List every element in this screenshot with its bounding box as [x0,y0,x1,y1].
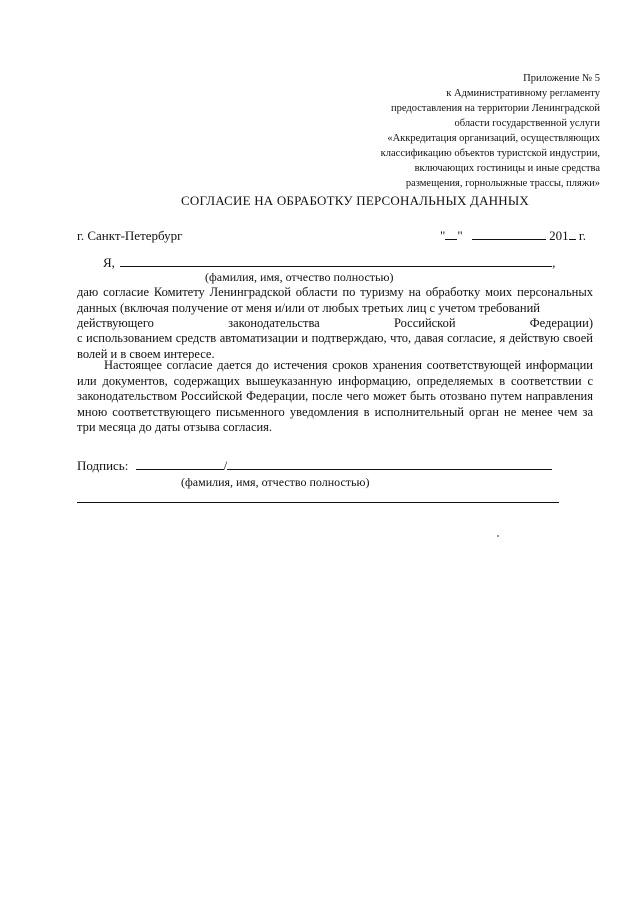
appendix-line: к Административному регламенту [446,88,600,99]
name-row [103,255,555,271]
fio-caption: (фамилия, имя, отчество полностью) [205,270,394,284]
signature-row [77,458,552,474]
scan-speck [497,535,499,537]
signature-name-blank[interactable] [227,458,552,470]
full-name-blank[interactable] [120,255,552,267]
appendix-line: области государственной услуги [454,118,600,129]
date-field [440,228,586,244]
paragraph-1-spread-line [77,316,593,331]
ya-label: Я, [103,255,115,270]
spread-word: Федерации) [529,316,593,330]
appendix-line: классификацию объектов туристской индустрии, [380,148,600,159]
year-blank[interactable] [569,228,576,240]
place-label: г. Санкт-Петербург [77,228,183,243]
date-quote-close: " [457,228,463,243]
appendix-line: предоставления на территории Ленинградской [390,103,600,114]
appendix-header [300,71,600,191]
appendix-line: «Аккредитация организаций, осуществляющих [387,133,600,144]
month-blank[interactable] [472,228,546,240]
year-suffix: г. [575,228,586,243]
appendix-line: Приложение № 5 [523,73,600,84]
signature-caption: (фамилия, имя, отчество полностью) [181,475,370,489]
appendix-line: размещения, горнолыжные трассы, пляжи» [405,178,600,189]
ya-comma: , [552,255,556,270]
paragraph-2: Настоящее согласие дается до истечения сроков хранения соответствующей информации или документов, содержащих вышеуказанную информацию, определяемых в соответствии с законодательством Российской Федерации, после чего может быть отозвано путем направления мною соответствующего письменного уведомления в исполнительный орган не менее чем за три месяца до даты отзыва согласия. [77,358,593,434]
signature-label: Подпись: [77,458,129,473]
date-quote-open: " [440,228,446,243]
signature-blank[interactable] [136,458,224,470]
paragraph-1-part-1: даю согласие Комитету Ленинградской области по туризму на обработку моих персональных данных (включая получение от меня и/или от любых третьих лиц с учетом требований [77,285,593,315]
spread-word: действующего [77,316,154,330]
year-prefix: 201 [549,228,569,243]
paragraph-1-part-2: с использованием средств автоматизации и подтверждаю, что, давая согласие, я действую своей волей и в своем интересе. [77,331,593,361]
spread-word: Российской [393,316,456,330]
appendix-line: включающих гостиницы и иные средства [414,163,600,174]
signature-slash: / [223,458,228,473]
document-title: СОГЛАСИЕ НА ОБРАБОТКУ ПЕРСОНАЛЬНЫХ ДАННЫХ [181,193,529,208]
day-blank[interactable] [445,228,457,240]
spread-word: законодательства [228,316,320,330]
bottom-divider [77,502,559,503]
